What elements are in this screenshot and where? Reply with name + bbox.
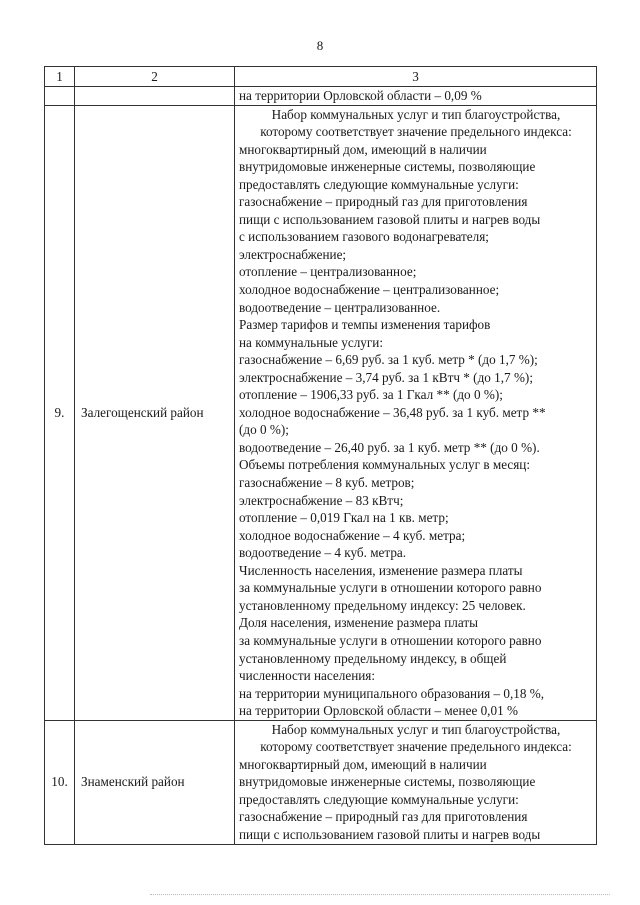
continuation-row [45, 87, 597, 106]
content-line: многоквартирный дом, имеющий в наличии [239, 141, 487, 157]
content-line: отопление – централизованное; [239, 264, 417, 280]
page-number: 8 [316, 38, 324, 53]
municipal-index-table [44, 66, 597, 845]
content-line: пищи с использованием газовой плиты и нагрев воды [239, 211, 541, 227]
district-name: Знаменский район [75, 720, 235, 844]
content-line: газоснабжение – природный газ для приготовления [239, 809, 528, 825]
row-number: 10. [45, 720, 75, 844]
header-col-1: 1 [45, 67, 75, 87]
content-line: пищи с использованием газовой плиты и нагрев воды [239, 826, 541, 842]
content-line: внутридомовые инженерные системы, позволяющие [239, 774, 536, 790]
table-row-9 [45, 105, 597, 720]
content-line: за коммунальные услуги в отношении которого равно [239, 632, 542, 648]
content-line: водоотведение – централизованное. [239, 299, 441, 315]
content-line: (до 0 %); [239, 422, 289, 438]
content-line: на коммунальные услуги: [239, 334, 384, 350]
continuation-num-cell [45, 87, 75, 106]
table-row-10 [45, 720, 597, 844]
content-line: Объемы потребления коммунальных услуг в месяц: [239, 457, 531, 473]
content-line: которому соответствует значение предельного индекса: [260, 124, 572, 140]
content-line: численности населения: [239, 668, 376, 684]
district-name: Залегощенский район [75, 105, 235, 720]
continuation-district-cell [75, 87, 235, 106]
content-line: Доля населения, изменение размера платы [239, 615, 478, 631]
content-line: с использованием газового водонагревателя; [239, 229, 489, 245]
content-line: Размер тарифов и темпы изменения тарифов [239, 317, 491, 333]
content-line: холодное водоснабжение – 4 куб. метра; [239, 527, 466, 543]
footer-dotted-line [150, 894, 610, 895]
content-line: на территории муниципального образования – 0,18 %, [239, 685, 545, 701]
content-line: за коммунальные услуги в отношении которого равно [239, 580, 542, 596]
content-line: газоснабжение – природный газ для приготовления [239, 194, 528, 210]
content-line: газоснабжение – 6,69 руб. за 1 куб. метр * (до 1,7 %); [239, 352, 538, 368]
content-line: Набор коммунальных услуг и тип благоустройства, [271, 721, 561, 737]
content-line: установленному предельному индексу, в общей [239, 650, 507, 666]
header-col-2: 2 [75, 67, 235, 87]
row-number: 9. [45, 105, 75, 720]
content-line: отопление – 1906,33 руб. за 1 Гкал ** (до 0 %); [239, 387, 503, 403]
content-line: Численность населения, изменение размера платы [239, 562, 523, 578]
content-line: установленному предельному индексу: 25 человек. [239, 597, 526, 613]
content-line: холодное водоснабжение – централизованное; [239, 282, 500, 298]
content-line: холодное водоснабжение – 36,48 руб. за 1 куб. метр ** [239, 404, 546, 420]
content-line: которому соответствует значение предельного индекса: [260, 739, 572, 755]
content-line: отопление – 0,019 Гкал на 1 кв. метр; [239, 510, 449, 526]
row-content [235, 720, 597, 844]
content-line: многоквартирный дом, имеющий в наличии [239, 756, 487, 772]
content-line: электроснабжение – 83 кВтч; [239, 492, 404, 508]
table-header-row [45, 67, 597, 87]
content-line: предоставлять следующие коммунальные услуги: [239, 791, 519, 807]
content-line: электроснабжение; [239, 246, 347, 262]
content-line: газоснабжение – 8 куб. метров; [239, 475, 415, 491]
content-line: электроснабжение – 3,74 руб. за 1 кВтч * (до 1,7 %); [239, 369, 533, 385]
header-col-3: 3 [235, 67, 597, 87]
content-line: предоставлять следующие коммунальные услуги: [239, 176, 519, 192]
content-line: внутридомовые инженерные системы, позволяющие [239, 159, 536, 175]
continuation-line: на территории Орловской области – 0,09 % [239, 88, 482, 103]
content-line: Набор коммунальных услуг и тип благоустройства, [271, 106, 561, 122]
content-line: водоотведение – 4 куб. метра. [239, 545, 407, 561]
continuation-content-cell [235, 87, 597, 106]
row-content [235, 105, 597, 720]
content-line: на территории Орловской области – менее 0,01 % [239, 703, 518, 719]
content-line: водоотведение – 26,40 руб. за 1 куб. метр ** (до 0 %). [239, 439, 540, 455]
